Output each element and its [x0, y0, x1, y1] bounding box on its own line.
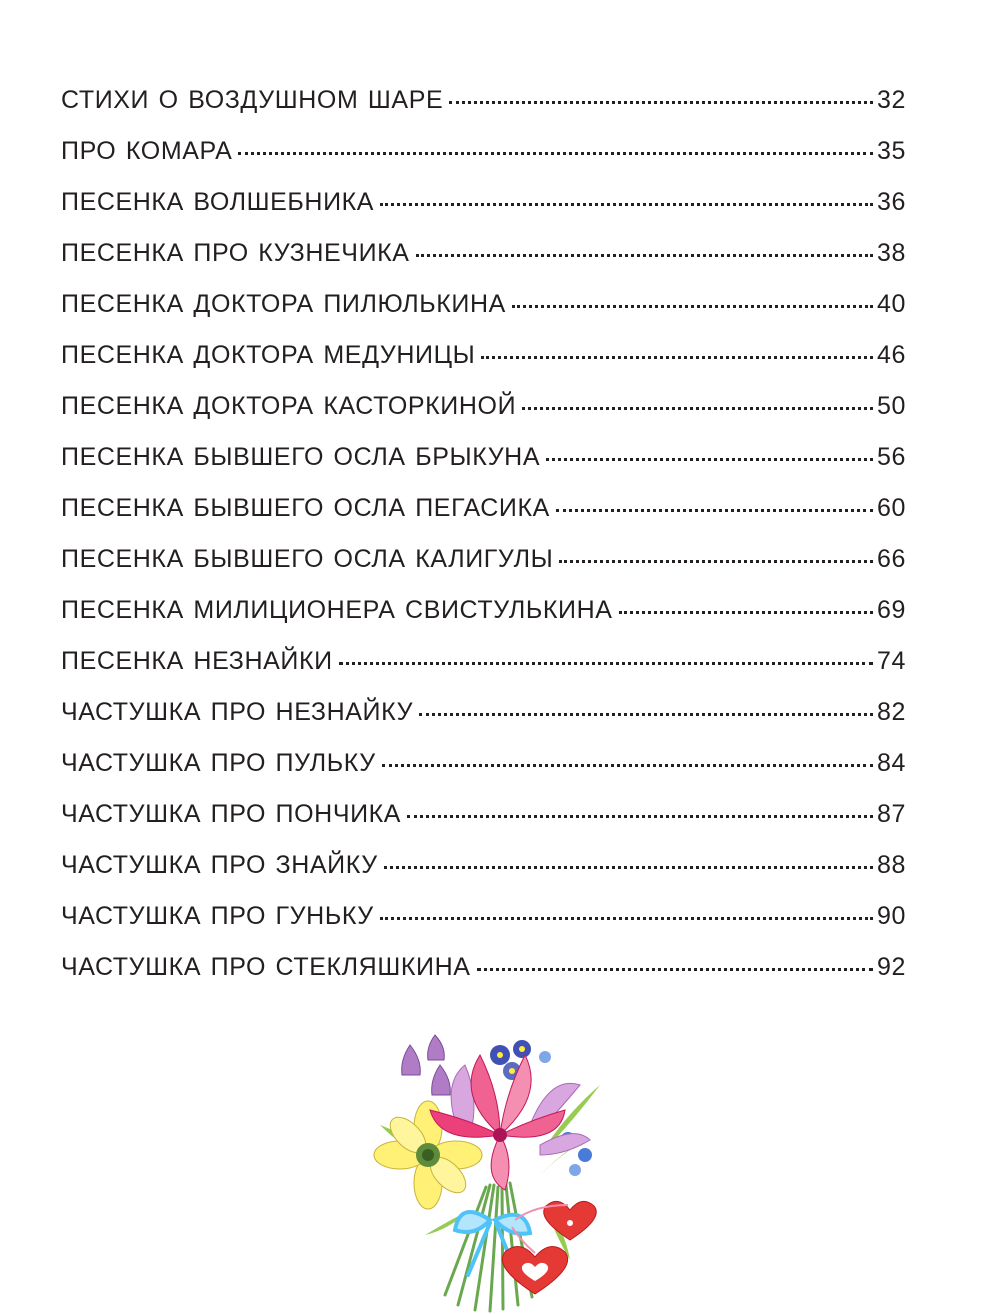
toc-entry[interactable]	[61, 443, 906, 494]
toc-dot-leader	[619, 611, 873, 614]
toc-entry[interactable]	[61, 545, 906, 596]
toc-entry[interactable]	[61, 239, 906, 290]
toc-entry[interactable]	[61, 953, 906, 1004]
toc-entry-page: 92	[876, 953, 906, 981]
toc-dot-leader	[481, 356, 873, 359]
toc-dot-leader	[477, 968, 873, 971]
toc-entry-title: ПЕСЕНКА НЕЗНАЙКИ	[61, 647, 333, 675]
toc-entry-title: ЧАСТУШКА ПРО ПУЛЬКУ	[61, 749, 376, 777]
toc-entry[interactable]	[61, 851, 906, 902]
toc-entry-page: 69	[876, 596, 906, 624]
toc-entry-page: 74	[876, 647, 906, 675]
bluebell-flowers	[402, 1035, 451, 1095]
toc-entry[interactable]	[61, 86, 906, 137]
toc-entry[interactable]	[61, 290, 906, 341]
toc-entry[interactable]	[61, 494, 906, 545]
toc-entry[interactable]	[61, 188, 906, 239]
toc-entry-title: СТИХИ О ВОЗДУШНОМ ШАРЕ	[61, 86, 444, 114]
toc-entry-title: ПЕСЕНКА БЫВШЕГО ОСЛА КАЛИГУЛЫ	[61, 545, 554, 573]
toc-entry[interactable]	[61, 392, 906, 443]
toc-entry-title: ПЕСЕНКА ДОКТОРА ПИЛЮЛЬКИНА	[61, 290, 506, 318]
toc-entry-page: 35	[876, 137, 906, 165]
toc-entry-title: ЧАСТУШКА ПРО СТЕКЛЯШКИНА	[61, 953, 471, 981]
toc-entry-page: 87	[876, 800, 906, 828]
toc-dot-leader	[382, 764, 873, 767]
toc-entry-title: ЧАСТУШКА ПРО ЗНАЙКУ	[61, 851, 378, 879]
toc-entry[interactable]	[61, 698, 906, 749]
toc-dot-leader	[407, 815, 873, 818]
toc-dot-leader	[380, 203, 873, 206]
toc-entry-title: ПЕСЕНКА БЫВШЕГО ОСЛА БРЫКУНА	[61, 443, 541, 471]
toc-dot-leader	[419, 713, 873, 716]
toc-entry-title: ЧАСТУШКА ПРО НЕЗНАЙКУ	[61, 698, 414, 726]
toc-entry-title: ПЕСЕНКА ПРО КУЗНЕЧИКА	[61, 239, 410, 267]
toc-entry-page: 82	[876, 698, 906, 726]
toc-entry[interactable]	[61, 902, 906, 953]
toc-entry-title: ПЕСЕНКА ДОКТОРА КАСТОРКИНОЙ	[61, 392, 517, 420]
toc-entry-page: 66	[876, 545, 906, 573]
toc-entry-title: ЧАСТУШКА ПРО ГУНЬКУ	[61, 902, 374, 930]
toc-dot-leader	[238, 152, 873, 155]
toc-dot-leader	[416, 254, 873, 257]
toc-entry-page: 46	[876, 341, 906, 369]
toc-entry-title: ЧАСТУШКА ПРО ПОНЧИКА	[61, 800, 402, 828]
toc-entry-page: 40	[876, 290, 906, 318]
toc-dot-leader	[556, 509, 873, 512]
toc-entry-title: ПЕСЕНКА БЫВШЕГО ОСЛА ПЕГАСИКА	[61, 494, 550, 522]
toc-entry-title: ПРО КОМАРА	[61, 137, 233, 165]
toc-entry-title: ПЕСЕНКА МИЛИЦИОНЕРА СВИСТУЛЬКИНА	[61, 596, 613, 624]
toc-entry[interactable]	[61, 596, 906, 647]
toc-dot-leader	[559, 560, 873, 563]
flower-bouquet-illustration	[340, 1005, 640, 1314]
toc-entry-title: ПЕСЕНКА ДОКТОРА МЕДУНИЦЫ	[61, 341, 476, 369]
toc-entry[interactable]	[61, 647, 906, 698]
toc-dot-leader	[380, 917, 873, 920]
toc-entry-page: 36	[876, 188, 906, 216]
toc-dot-leader	[546, 458, 873, 461]
table-of-contents	[61, 86, 906, 1004]
toc-dot-leader	[449, 101, 873, 104]
toc-entry-page: 90	[876, 902, 906, 930]
toc-entry[interactable]	[61, 341, 906, 392]
toc-entry-page: 32	[876, 86, 906, 114]
toc-entry-page: 50	[876, 392, 906, 420]
toc-entry-page: 56	[876, 443, 906, 471]
toc-entry-title: ПЕСЕНКА ВОЛШЕБНИКА	[61, 188, 375, 216]
toc-entry-page: 60	[876, 494, 906, 522]
toc-entry-page: 88	[876, 851, 906, 879]
toc-entry-page: 38	[876, 239, 906, 267]
toc-dot-leader	[512, 305, 873, 308]
toc-entry-page: 84	[876, 749, 906, 777]
toc-dot-leader	[339, 662, 873, 665]
toc-entry[interactable]	[61, 800, 906, 851]
toc-entry[interactable]	[61, 137, 906, 188]
toc-entry[interactable]	[61, 749, 906, 800]
toc-dot-leader	[384, 866, 873, 869]
toc-dot-leader	[522, 407, 873, 410]
